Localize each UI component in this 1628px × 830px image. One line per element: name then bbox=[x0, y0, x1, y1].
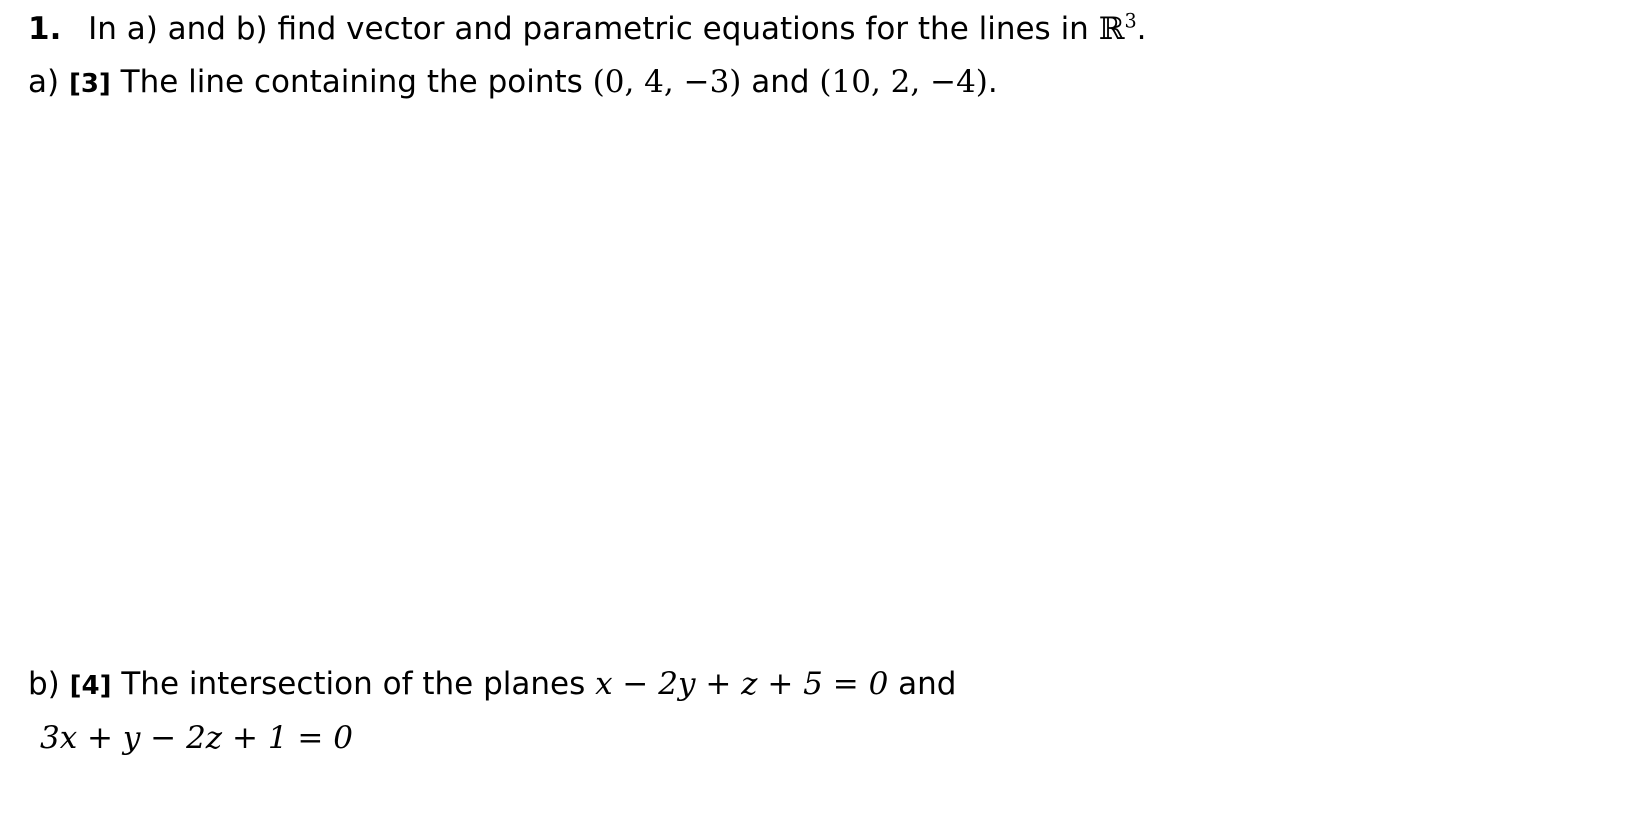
part-a-point-2: (10, 2, −4) bbox=[819, 64, 988, 100]
question-number: 1. bbox=[28, 11, 62, 47]
part-a-conjunction: and bbox=[741, 64, 820, 100]
part-a-line bbox=[28, 57, 998, 107]
question-stem-before: In a) and b) find vector and parametric equations for the lines in bbox=[88, 11, 1099, 47]
part-a-label: a) bbox=[28, 64, 60, 100]
part-b-plane-2: 3x + y − 2z + 1 = 0 bbox=[40, 720, 353, 756]
part-b-line-2 bbox=[40, 713, 353, 763]
real-numbers-symbol: ℝ bbox=[1098, 11, 1125, 47]
part-b-line-1 bbox=[28, 659, 957, 709]
real-numbers-exponent: 3 bbox=[1124, 9, 1137, 33]
question-1-line bbox=[28, 4, 1147, 54]
part-a-text-after: . bbox=[987, 64, 998, 100]
part-b-label: b) bbox=[28, 666, 60, 702]
part-a-point-1: (0, 4, −3) bbox=[592, 64, 742, 100]
part-a-marks: [3] bbox=[68, 69, 111, 99]
part-b-marks: [4] bbox=[69, 671, 112, 701]
question-stem-after: . bbox=[1136, 11, 1147, 47]
part-b-text-before: The intersection of the planes bbox=[121, 666, 596, 702]
part-b-conjunction: and bbox=[888, 666, 957, 702]
part-b-plane-1: x − 2y + z + 5 = 0 bbox=[595, 666, 889, 702]
part-a-text-before: The line containing the points bbox=[120, 64, 593, 100]
